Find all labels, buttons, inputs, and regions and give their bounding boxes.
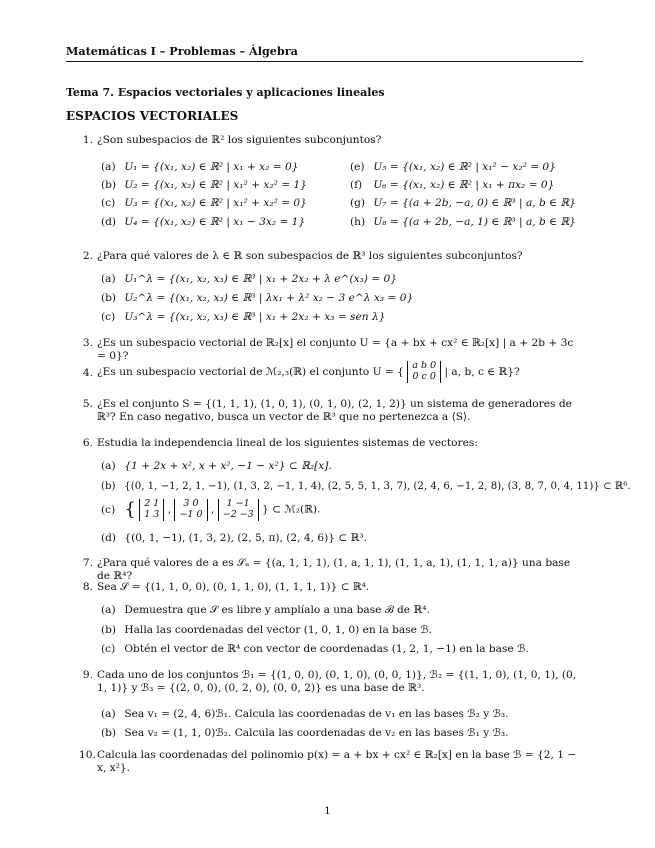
problem-text: Cada uno de los conjuntos ℬ₁ = {(1, 0, 0), (0, 1, 0), (0, 0, 1)}, ℬ₂ = {(1, 1, 0), (1, 0, 1), (0, 1, 1)} y ℬ₃ = {(2, 0, 0), (0, 2, 0), (0, 0, 2)} es una base de ℝ³. bbox=[97, 669, 577, 695]
page-number: 1 bbox=[324, 805, 331, 817]
list-item: (e) U₅ = {(x₁, x₂) ∈ ℝ² | x₁² − x₂² = 0} bbox=[350, 161, 556, 173]
list-item: (a) U₁ = {(x₁, x₂) ∈ ℝ² | x₁ + x₂ = 0} bbox=[101, 161, 299, 173]
problem-text: Sea 𝒮 = {(1, 1, 0, 0), (0, 1, 1, 0), (1, 1, 1, 1)} ⊂ ℝ⁴. bbox=[97, 581, 370, 593]
problem-text: ¿Es un subespacio vectorial de ℝ₂[x] el conjunto U = {a + bx + cx² ∈ ℝ₂[x] | a + 2b + 3c = 0}? bbox=[97, 337, 574, 363]
problem-number: 6. bbox=[82, 437, 93, 449]
topic-title: Tema 7. Espacios vectoriales y aplicaciones lineales bbox=[66, 86, 385, 99]
problem-number: 8. bbox=[82, 581, 93, 593]
list-item: (d) {(0, 1, −1), (1, 3, 2), (2, 5, π), (2, 4, 6)} ⊂ ℝ³. bbox=[101, 532, 368, 544]
problem-number: 10. bbox=[79, 749, 96, 761]
list-item: (a) Sea v₁ = (2, 4, 6)ℬ₁. Calcula las coordenadas de v₁ en las bases ℬ₂ y ℬ₃. bbox=[101, 708, 509, 720]
list-item: (a) {1 + 2x + x², x + x², −1 − x²} ⊂ ℝ₂[x]. bbox=[101, 460, 332, 472]
list-item: (b) U₂^λ = {(x₁, x₂, x₃) ∈ ℝ³ | λx₁ + λ² x₂ − 3 e^λ x₃ = 0} bbox=[101, 292, 414, 304]
list-item: (b) Halla las coordenadas del vector (1, 0, 1, 0) en la base ℬ. bbox=[101, 624, 432, 636]
problem-text: ¿Son subespacios de ℝ² los siguientes subconjuntos? bbox=[97, 134, 382, 146]
problem-text: ¿Para qué valores de λ ∈ ℝ son subespacios de ℝ³ los siguientes subconjuntos? bbox=[97, 250, 523, 262]
problem-number: 7. bbox=[82, 557, 93, 569]
list-item: (c) Obtén el vector de ℝ⁴ con vector de coordenadas (1, 2, 1, −1) en la base ℬ. bbox=[101, 643, 529, 655]
matrix: a b 0 0 c 0 bbox=[407, 361, 441, 383]
problem-number: 2. bbox=[82, 250, 93, 262]
problem-4 bbox=[79, 361, 585, 389]
page-header: Matemáticas I – Problemas – Álgebra bbox=[66, 44, 583, 62]
problem-text: ¿Para qué valores de a es 𝒮ₐ = {(a, 1, 1, 1), (1, a, 1, 1), (1, 1, a, 1), (1, 1, 1, a)} una base de ℝ⁴? bbox=[97, 557, 571, 583]
problem-text: Calcula las coordenadas del polinomio p(x) = a + bx + cx² ∈ ℝ₂[x] en la base ℬ = {2, 1 − x, x²}. bbox=[97, 749, 577, 775]
list-item: (b) U₂ = {(x₁, x₂) ∈ ℝ² | x₁² + x₂² = 1} bbox=[101, 179, 307, 191]
list-item: (b) Sea v₂ = (1, 1, 0)ℬ₂. Calcula las coordenadas de v₂ en las bases ℬ₁ y ℬ₃. bbox=[101, 727, 509, 739]
problem-text: Estudia la independencia lineal de los siguientes sistemas de vectores: bbox=[97, 437, 478, 449]
matrix: 2 1 1 3 bbox=[139, 499, 164, 521]
list-item: (c) U₃ = {(x₁, x₂) ∈ ℝ² | x₁² + x₂² = 0} bbox=[101, 197, 307, 209]
problem-text: ¿Es un subespacio vectorial de ℳ₂,₃(ℝ) el conjunto U = { a b 0 0 c 0 | a, b, c ∈ ℝ}? bbox=[97, 360, 520, 382]
list-item: (d) U₄ = {(x₁, x₂) ∈ ℝ² | x₁ − 3x₂ = 1} bbox=[101, 216, 306, 228]
problem-text: ¿Es el conjunto S = {(1, 1, 1), (1, 0, 1), (0, 1, 0), (2, 1, 2)} un sistema de generadores de ℝ³? En caso negativo, busca un vector de ℝ³ que no pertenezca a ⟨S⟩. bbox=[97, 398, 572, 424]
list-item: (c) { 2 1 1 3 , 3 0 −1 0 , 1 −1 −2 −3 } ⊂ ℳ₂(ℝ). bbox=[101, 498, 321, 521]
problem-number: 5. bbox=[82, 398, 93, 410]
list-item: (b) {(0, 1, −1, 2, 1, −1), (1, 3, 2, −1, 1, 4), (2, 5, 5, 1, 3, 7), (2, 4, 6, −1, 2, 8), (3, 8, 7, 0, 4, 11)} ⊂ ℝ⁶. bbox=[101, 481, 631, 492]
matrix: 1 −1 −2 −3 bbox=[218, 499, 259, 521]
list-item: (f) U₆ = {(x₁, x₂) ∈ ℝ² | x₁ + πx₂ = 0} bbox=[350, 179, 555, 191]
list-item: (g) U₇ = {(a + 2b, −a, 0) ∈ ℝ³ | a, b ∈ ℝ} bbox=[350, 197, 576, 209]
list-item: (a) Demuestra que 𝒮 es libre y amplíalo a una base ℬ de ℝ⁴. bbox=[101, 604, 430, 616]
matrix: 3 0 −1 0 bbox=[174, 499, 207, 521]
list-item: (h) U₈ = {(a + 2b, −a, 1) ∈ ℝ³ | a, b ∈ ℝ} bbox=[350, 216, 576, 228]
list-item: (a) U₁^λ = {(x₁, x₂, x₃) ∈ ℝ³ | x₁ + 2x₂ + λ e^(x₃) = 0} bbox=[101, 273, 398, 285]
problem-number: 1. bbox=[82, 134, 93, 146]
section-title: ESPACIOS VECTORIALES bbox=[66, 109, 239, 123]
problem-number: 3. bbox=[82, 337, 93, 349]
list-item: (c) U₃^λ = {(x₁, x₂, x₃) ∈ ℝ³ | x₁ + 2x₂ + x₃ = sen λ} bbox=[101, 311, 386, 323]
problem-number: 9. bbox=[82, 669, 93, 681]
problem-number: 4. bbox=[82, 367, 93, 379]
